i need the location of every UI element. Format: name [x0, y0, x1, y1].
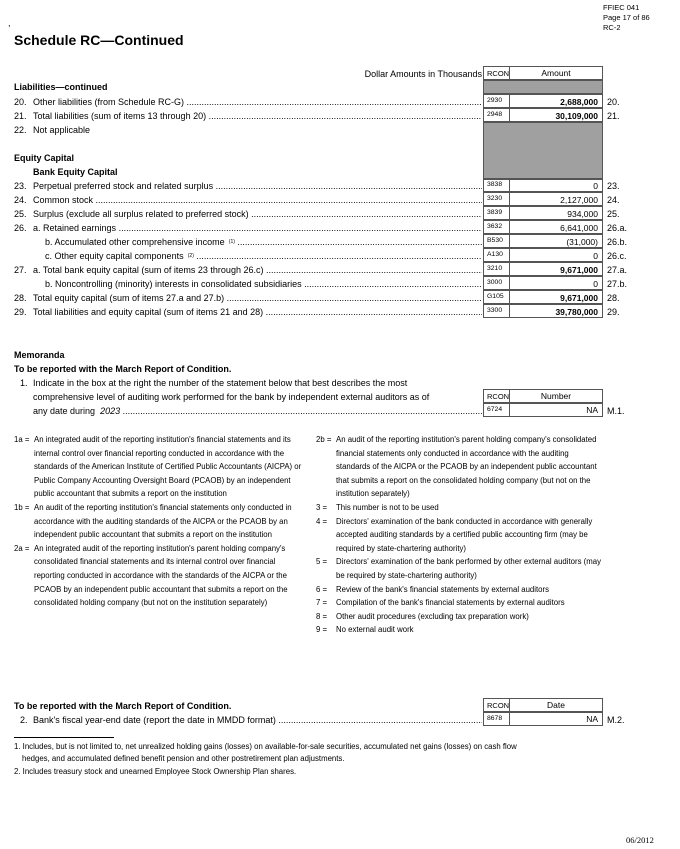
memo2-value-cell[interactable] [509, 712, 603, 726]
rcon-code: 3632 [487, 223, 503, 230]
march-report-note-1: To be reported with the March Report of Condition. [14, 364, 232, 374]
section-bank-equity-capital: Bank Equity Capital [33, 167, 118, 177]
legend-text: Compilation of the bank's financial statements by external auditors [336, 598, 565, 608]
row-number: 23. [14, 181, 27, 191]
line-reference: 21. [607, 111, 620, 121]
legend-key: 6 = [316, 584, 328, 594]
rcon-code: A130 [487, 251, 503, 258]
footnote-1a: 1. Includes, but is not limited to, net unrealized holding gains (losses) on available-for-sale securities, accumulated net gains (losses) on cash flow [14, 742, 517, 751]
legend-key: 1a = [14, 435, 30, 444]
legend-key: 5 = [316, 557, 328, 567]
amount-cell[interactable] [509, 262, 603, 276]
rcon-code-cell [483, 234, 510, 248]
rcon-code-cell [483, 220, 510, 234]
row-label [33, 223, 482, 234]
legend-item [14, 501, 302, 542]
rcon-code-cell [483, 248, 510, 262]
row-number: 22. [14, 125, 27, 135]
row-number: 29. [14, 307, 27, 317]
legend-key: 1b = [14, 502, 30, 512]
section-memoranda: Memoranda [14, 350, 65, 360]
row-label [33, 293, 482, 304]
memo2-line-ref: M.2. [607, 715, 625, 725]
rcon-code: G105 [487, 293, 504, 300]
memo1-line-ref: M.1. [607, 406, 625, 416]
amount-value: 2,127,000 [560, 195, 598, 205]
rcon-code: 3000 [487, 279, 503, 286]
amount-heading-cell [509, 66, 603, 80]
legend-item [316, 433, 604, 501]
amount-value: 30,109,000 [555, 111, 598, 121]
rcon-code: 3300 [487, 307, 503, 314]
legend-item [316, 583, 604, 597]
shaded-block-equity [483, 122, 603, 180]
memo2-rcon-heading: RCON [487, 701, 510, 710]
row-label-text: Total equity capital (sum of items 27.a and 27.b) [33, 293, 225, 303]
memo1-value: NA [586, 405, 598, 415]
line-reference: 26.a. [607, 223, 628, 233]
amount-value: 39,780,000 [555, 307, 598, 317]
amount-cell[interactable] [509, 192, 603, 206]
amount-cell[interactable] [509, 94, 603, 108]
line-reference: 27.a. [607, 265, 628, 275]
amount-cell[interactable] [509, 206, 603, 220]
memo1-value-cell[interactable] [509, 403, 603, 417]
page-mark: , [8, 18, 11, 28]
amount-cell[interactable] [509, 276, 603, 290]
row-label-text: b. Accumulated other comprehensive income [45, 237, 225, 247]
row-label [33, 265, 482, 276]
line-reference: 20. [607, 97, 620, 107]
row-label-text: Surplus (exclude all surplus related to preferred stock) [33, 209, 249, 219]
row-label-text: a. Total bank equity capital (sum of items 23 through 26.c) [33, 265, 264, 275]
line-reference: 26.b. [607, 237, 628, 247]
memo1-code-cell [483, 403, 510, 417]
footnote-ref: (1) [228, 239, 235, 245]
legend-item [316, 501, 604, 515]
line-reference: 27.b. [607, 279, 628, 289]
memo2-code-cell [483, 712, 510, 726]
legend-key: 2a = [14, 543, 30, 553]
memo1-line3-prefix: any date during [33, 406, 96, 416]
row-label [45, 251, 482, 262]
line-reference: 25. [607, 209, 620, 219]
march-report-note-2: To be reported with the March Report of Condition. [14, 701, 232, 711]
row-number: 20. [14, 97, 27, 107]
memo1-number-heading-cell [509, 389, 603, 403]
amount-value: 934,000 [567, 209, 598, 219]
amount-value: 9,671,000 [560, 293, 598, 303]
memo1-year: 2023 [100, 406, 121, 416]
row-label [45, 279, 482, 290]
row-label-text: Common stock [33, 195, 94, 205]
line-reference: 28. [607, 293, 620, 303]
line-reference: 23. [607, 181, 620, 191]
memo2-label: Bank's fiscal year-end date (report the date in MMDD format) [33, 715, 276, 725]
rcon-code-cell [483, 108, 510, 122]
row-label-text: Perpetual preferred stock and related surplus [33, 181, 214, 191]
amount-cell[interactable] [509, 220, 603, 234]
legend-text: An audit of the reporting institution's financial statements only conducted in accordance with the auditing standards of the AICPA or the PCAOB by an independent public accountant that submits a report on the institution [34, 502, 292, 540]
rcon-heading-cell [483, 66, 510, 80]
amount-heading: Amount [541, 68, 571, 78]
memo1-line3 [33, 406, 482, 417]
row-label [33, 195, 482, 206]
legend-text: Directors' examination of the bank conducted in accordance with generally accepted auditing standards by a certified public accounting firm (may be required by state-chartering authority) [336, 516, 593, 553]
form-header [603, 3, 650, 33]
memo2-label-row [33, 715, 482, 726]
legend-item [14, 433, 302, 501]
row-label-text: Not applicable [33, 125, 91, 135]
row-label-text: c. Other equity capital components [45, 251, 184, 261]
memo1-number-heading: Number [540, 391, 572, 401]
rcon-code-cell [483, 290, 510, 304]
row-number: 24. [14, 195, 27, 205]
row-label [33, 125, 482, 136]
memo1-number: 1. [20, 378, 28, 388]
line-reference: 26.c. [607, 251, 627, 261]
legend-text: An integrated audit of the reporting institution's financial statements and its internal control over financial reporting conducted in accordance with the standards of the American Institute of Certified Public Accountants (AICPA) or Public Company Accounting Oversight Board (PCAOB) by an independent public accountant that submits a report on the institution [34, 435, 302, 499]
legend-text: No external audit work [336, 625, 414, 635]
memo2-date-heading: Date [547, 700, 565, 710]
form-id: FFIEC 041 [603, 3, 640, 12]
row-label [33, 97, 482, 108]
legend-text: Review of the bank's financial statements by external auditors [336, 584, 549, 594]
footnote-rule [14, 737, 114, 738]
row-label-text: a. Retained earnings [33, 223, 117, 233]
amount-value: 0 [593, 251, 598, 261]
legend-key: 3 = [316, 502, 328, 512]
memo2-date-heading-cell [509, 698, 603, 712]
legend-text: An integrated audit of the reporting institution's parent holding company's consolidated financial statements and its internal control over financial reporting conducted in accordance with the standards of the AICPA or the PCAOB by an independent public accountant that submits a report on the consolidated holding company (but not on the institution separately) [34, 543, 288, 608]
legend-key: 7 = [316, 598, 328, 608]
rcon-code-cell [483, 192, 510, 206]
legend-text: Directors' examination of the bank performed by other external auditors (may be required by state-chartering authority) [336, 557, 601, 580]
memo1-rcon-heading-cell [483, 389, 510, 403]
legend-key: 9 = [316, 625, 328, 635]
rcon-code: B530 [487, 237, 503, 244]
rcon-code-cell [483, 262, 510, 276]
legend-item [316, 623, 604, 637]
row-label-text: Total liabilities and equity capital (sum of items 21 and 28) [33, 307, 264, 317]
legend-key: 8 = [316, 611, 328, 621]
rcon-code-cell [483, 304, 510, 318]
legend-item [316, 596, 604, 610]
memo2-rcon-heading-cell [483, 698, 510, 712]
legend-text: This number is not to be used [336, 502, 439, 512]
memo1-code: 6724 [487, 406, 503, 413]
memo2-code: 8678 [487, 715, 503, 722]
rcon-code: 2930 [487, 97, 503, 104]
legend-left [14, 433, 314, 610]
rcon-code-cell [483, 178, 510, 192]
amount-cell[interactable] [509, 178, 603, 192]
row-label [33, 181, 482, 192]
row-number: 28. [14, 293, 27, 303]
row-label-text: Total liabilities (sum of items 13 through 20) [33, 111, 207, 121]
row-label [33, 307, 482, 318]
row-number: 21. [14, 111, 27, 121]
legend-key: 2b = [316, 435, 332, 444]
amount-value: (31,000) [566, 237, 598, 247]
legend-right [316, 433, 616, 637]
rcon-code: 3230 [487, 195, 503, 202]
rcon-code: 2948 [487, 111, 503, 118]
amount-cell[interactable] [509, 108, 603, 122]
column-heading-label: Dollar Amounts in Thousands [364, 69, 482, 79]
rcon-code-cell [483, 206, 510, 220]
rcon-code: 3210 [487, 265, 503, 272]
legend-text: An audit of the reporting institution's parent holding company's consolidated financial statements only conducted in accordance with the auditing standards of the AICPA or the PCAOB by an independent public accountant that submits a report on the consolidated holding company (but not on the institution separately) [336, 435, 597, 499]
memo2-number: 2. [20, 715, 28, 725]
legend-item [316, 555, 604, 582]
legend-item [316, 515, 604, 556]
rcon-heading: RCON [487, 69, 510, 78]
rcon-code: 3838 [487, 181, 503, 188]
amount-cell[interactable] [509, 248, 603, 262]
shaded-block-liabilities [483, 80, 603, 94]
line-reference: 29. [607, 307, 620, 317]
row-label [33, 209, 482, 220]
page-number: Page 17 of 86 [603, 13, 650, 22]
amount-cell[interactable] [509, 234, 603, 248]
memo1-line1: Indicate in the box at the right the number of the statement below that best describes the most [33, 378, 408, 388]
section-equity-capital: Equity Capital [14, 153, 75, 163]
row-label [33, 111, 482, 122]
section-liabilities: Liabilities—continued [14, 82, 108, 92]
amount-value: 0 [593, 279, 598, 289]
revision-date: 06/2012 [626, 835, 654, 845]
line-reference: 24. [607, 195, 620, 205]
rcon-code-cell [483, 276, 510, 290]
amount-value: 9,671,000 [560, 265, 598, 275]
memo1-line2: comprehensive level of auditing work performed for the bank by independent external auditors as of [33, 392, 430, 402]
legend-text: Other audit procedures (excluding tax preparation work) [336, 611, 529, 621]
row-number: 26. [14, 223, 27, 233]
footnote-1b: hedges, and accumulated defined benefit pension and other postretirement plan adjustments. [22, 754, 345, 763]
amount-cell[interactable] [509, 304, 603, 318]
row-label-text: Other liabilities (from Schedule RC-G) [33, 97, 185, 107]
memo2-value: NA [586, 714, 598, 724]
footnote-2: 2. Includes treasury stock and unearned Employee Stock Ownership Plan shares. [14, 767, 297, 776]
row-label-text: b. Noncontrolling (minority) interests in consolidated subsidiaries [45, 279, 302, 289]
schedule-code: RC-2 [603, 23, 621, 32]
amount-value: 0 [593, 181, 598, 191]
page-title: Schedule RC—Continued [14, 32, 184, 48]
rcon-code-cell [483, 94, 510, 108]
amount-value: 2,688,000 [560, 97, 598, 107]
amount-value: 6,641,000 [560, 223, 598, 233]
legend-item [316, 610, 604, 624]
footnote-ref: (2) [187, 253, 194, 259]
memo1-rcon-heading: RCON [487, 392, 510, 401]
row-label [45, 237, 482, 248]
legend-key: 4 = [316, 516, 328, 526]
row-number: 25. [14, 209, 27, 219]
row-number: 27. [14, 265, 27, 275]
amount-cell[interactable] [509, 290, 603, 304]
legend-item [14, 542, 302, 610]
rcon-code: 3839 [487, 209, 503, 216]
